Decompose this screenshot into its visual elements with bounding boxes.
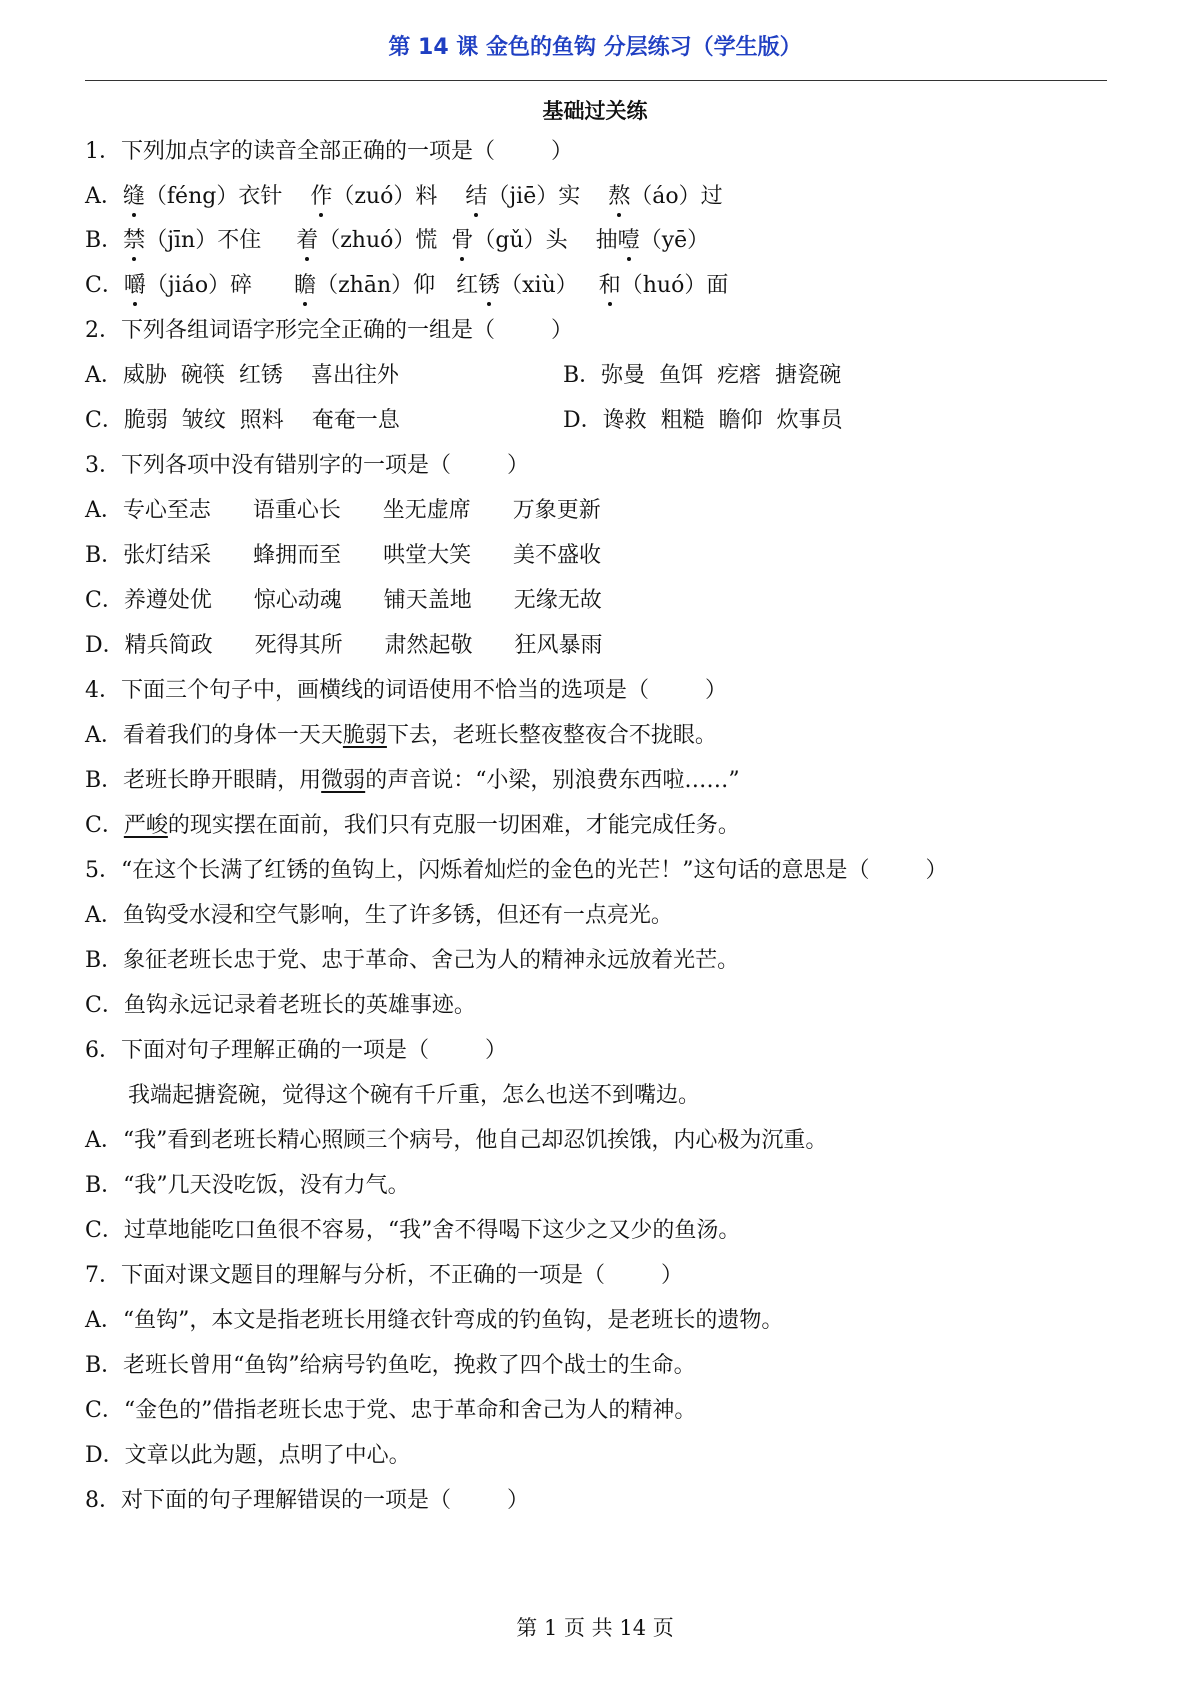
question-4-option-c: C．严峻的现实摆在面前，我们只有克服一切困难，才能完成任务。	[85, 813, 740, 838]
question-3-option-a: A．专心至志 语重心长 坐无虚席 万象更新	[85, 498, 601, 523]
question-6-option-c: C．过草地能吃口鱼很不容易，“我”舍不得喝下这少之又少的鱼汤。	[85, 1218, 741, 1243]
question-2-option-a: A．威胁 碗筷 红锈 喜出往外	[85, 363, 399, 388]
question-5-stem: 5．“在这个长满了红锈的鱼钩上，闪烁着灿烂的金色的光芒！”这句话的意思是（ ）	[85, 858, 948, 883]
question-2-option-c: C．脆弱 皱纹 照料 奄奄一息	[85, 408, 400, 433]
page-number: 第 1 页 共 14 页	[516, 1616, 674, 1640]
question-5-option-a: A．鱼钩受水浸和空气影响，生了许多锈，但还有一点亮光。	[85, 903, 673, 928]
question-3-option-b: B．张灯结采 蜂拥而至 哄堂大笑 美不盛收	[85, 543, 602, 568]
document-title: 第 14 课 金色的鱼钩 分层练习（学生版）	[388, 35, 802, 60]
question-1-stem: 1．下列加点字的读音全部正确的一项是（ ）	[85, 139, 573, 164]
question-4-option-a: A．看着我们的身体一天天脆弱下去，老班长整夜整夜合不拢眼。	[85, 723, 717, 748]
question-2-stem: 2．下列各组词语字形完全正确的一组是（ ）	[85, 318, 573, 343]
question-6-option-a: A．“我”看到老班长精心照顾三个病号，他自己却忍饥挨饿，内心极为沉重。	[85, 1128, 828, 1153]
question-1-option-c: C．嚼（jiáo）碎 瞻（zhān）仰 红锈（xiù） 和（huó）面	[85, 271, 728, 301]
section-title: 基础过关练	[542, 99, 648, 123]
question-7-option-c: C．“金色的”借指老班长忠于党、忠于革命和舍己为人的精神。	[85, 1398, 697, 1423]
question-6-option-b: B．“我”几天没吃饭，没有力气。	[85, 1173, 410, 1198]
question-2-option-b: B．弥曼 鱼饵 疙瘩 搪瓷碗	[563, 363, 842, 388]
underlined-word: 严峻	[123, 813, 168, 838]
underlined-word: 脆弱	[342, 723, 387, 748]
question-6-stem: 6．下面对句子理解正确的一项是（ ）	[85, 1038, 507, 1063]
question-7-option-a: A．“鱼钩”，本文是指老班长用缝衣针弯成的钓鱼钩，是老班长的遗物。	[85, 1308, 784, 1333]
question-3-stem: 3．下列各项中没有错别字的一项是（ ）	[85, 453, 529, 478]
question-3-option-c: C．养遵处优 惊心动魂 铺天盖地 无缘无故	[85, 588, 602, 613]
question-1-option-a: A．缝（féng）衣针 作（zuó）料 结（jiē）实 熬（áo）过	[85, 182, 723, 212]
question-7-stem: 7．下面对课文题目的理解与分析，不正确的一项是（ ）	[85, 1263, 683, 1288]
underlined-word: 微弱	[321, 768, 366, 793]
question-4-stem: 4．下面三个句子中，画横线的词语使用不恰当的选项是（ ）	[85, 678, 727, 703]
question-3-option-d: D．精兵简政 死得其所 肃然起敬 狂风暴雨	[85, 633, 603, 658]
question-6-quote: 我端起搪瓷碗，觉得这个碗有千斤重，怎么也送不到嘴边。	[128, 1083, 701, 1108]
header-divider	[85, 80, 1107, 81]
question-2-option-d: D．谗救 粗糙 瞻仰 炊事员	[563, 408, 843, 433]
question-1-option-b: B．禁（jīn）不住 着（zhuó）慌 骨（gǔ）头 抽噎（yē）	[85, 226, 709, 256]
question-7-option-d: D．文章以此为题，点明了中心。	[85, 1443, 411, 1468]
question-7-option-b: B．老班长曾用“鱼钩”给病号钓鱼吃，挽救了四个战士的生命。	[85, 1353, 696, 1378]
question-5-option-b: B．象征老班长忠于党、忠于革命、舍己为人的精神永远放着光芒。	[85, 948, 740, 973]
question-8-stem: 8．对下面的句子理解错误的一项是（ ）	[85, 1488, 529, 1513]
question-5-option-c: C．鱼钩永远记录着老班长的英雄事迹。	[85, 993, 476, 1018]
question-4-option-b: B．老班长睁开眼睛，用微弱的声音说：“小梁，别浪费东西啦……”	[85, 768, 740, 793]
